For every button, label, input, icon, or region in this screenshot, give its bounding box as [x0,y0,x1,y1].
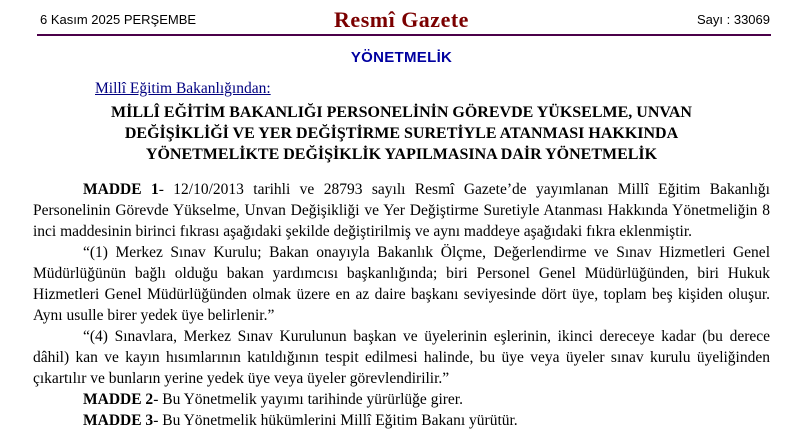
article-label: MADDE 1 [83,181,159,198]
regulation-title-line: YÖNETMELİKTE DEĞİŞİKLİK YAPILMASINA DAİR YÖNETMELİK [145,146,658,163]
header-divider [37,34,771,36]
article-paragraph-2 [33,389,770,410]
issue-number: Sayı : 33069 [697,12,770,27]
article-text: “(4) Sınavlara, Merkez Sınav Kurulunun başkan ve üyelerinin eşlerinin, ikinci dereceye kadar (bu derece dâhil) kan ve kayın hısımlarının katıldığının tespit edilmesi halinde, bu üye veya üyeler sınav kurulu üyeliğinden çıkartılır ve bunların yerine yedek üye veya üyeler görevlendirilir.” [33,328,770,387]
article-text: “(1) Merkez Sınav Kurulu; Bakan onayıyla Bakanlık Ölçme, Değerlendirme ve Sınav Hizmetleri Genel Müdürlüğünün bağlı olduğu bakan yardımcısı başkanlığında; biri Personel Genel Müdürlüğünden, biri Hukuk Hizmetleri Genel Müdürlüğünden olmak üzere en az daire başkanı seviyesinde dört üye, toplam beş kişiden oluşur. Aynı usulle birer yedek üye belirlenir.” [33,244,770,324]
regulation-title-line: MİLLÎ EĞİTİM BAKANLIĞI PERSONELİNİN GÖREVDE YÜKSELME, UNVAN [111,104,692,121]
document-body [33,80,770,431]
section-heading: YÖNETMELİK [350,49,453,66]
quoted-paragraph-1 [33,242,770,326]
article-label: MADDE 3 [83,412,154,429]
regulation-title-line: DEĞİŞİKLİĞİ VE YER DEĞİŞTİRME SURETİYLE ATANMASI HAKKINDA [124,125,679,142]
quoted-paragraph-4 [33,326,770,389]
gazette-title: Resmî Gazete [334,7,469,32]
regulation-title [33,102,770,165]
article-text: - Bu Yönetmelik yayımı tarihinde yürürlüğe girer. [153,391,463,408]
article-paragraph-3 [33,410,770,431]
ministry-line: Millî Eğitim Bakanlığından: [95,80,271,97]
article-text: - 12/10/2013 tarihli ve 28793 sayılı Resmî Gazete’de yayımlanan Millî Eğitim Bakanlığı Personelinin Görevde Yükselme, Unvan Değişikliği ve Yer Değiştirme Suretiyle Atanması Hakkında Yönetmeliğin 8 inci maddesinin birinci fıkrası aşağıdaki şekilde değiştirilmiş ve aynı maddeye aşağıdaki fıkra eklenmiştir. [33,181,770,240]
article-text: - Bu Yönetmelik hükümlerini Millî Eğitim Bakanı yürütür. [153,412,518,429]
article-label: MADDE 2 [83,391,154,408]
article-paragraph-1 [33,179,770,242]
gazette-masthead [0,0,803,34]
issue-date: 6 Kasım 2025 PERŞEMBE [40,12,197,27]
